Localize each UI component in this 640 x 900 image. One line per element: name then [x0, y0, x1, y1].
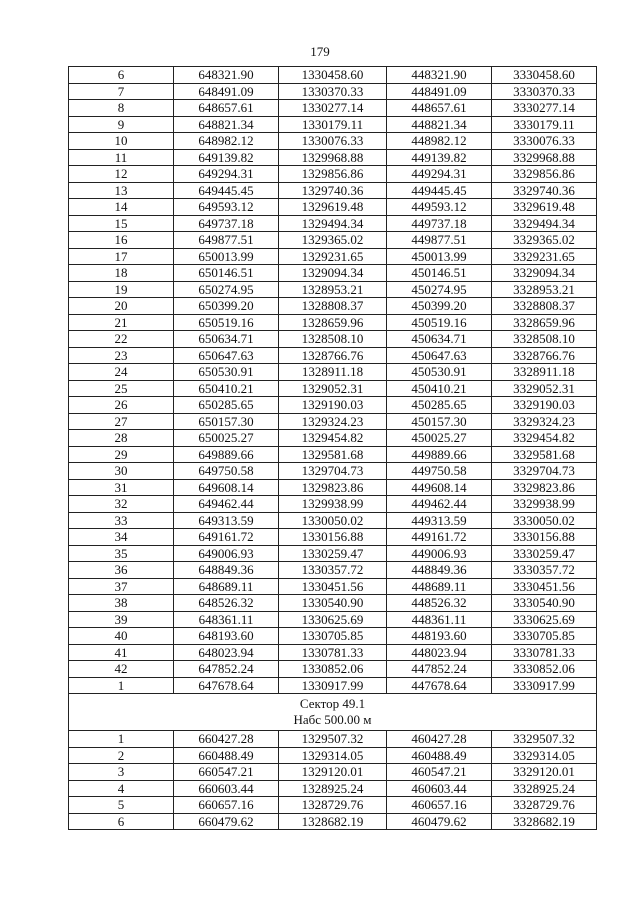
y-local-cell: 1329938.99: [279, 496, 387, 513]
table-row: [69, 677, 597, 694]
point-number-cell: 21: [69, 314, 174, 331]
y-local-cell: 1330852.06: [279, 661, 387, 678]
y-local-cell: 1330540.90: [279, 595, 387, 612]
y-local-cell: 1330705.85: [279, 628, 387, 645]
point-number-cell: 34: [69, 529, 174, 546]
table-row: [69, 232, 597, 249]
coordinates-table-body-bottom: [69, 731, 597, 830]
y-msk-cell: 3330705.85: [492, 628, 597, 645]
x-msk-cell: 449750.58: [387, 463, 492, 480]
section-header-body: [69, 694, 597, 731]
point-number-cell: 32: [69, 496, 174, 513]
section-header-row: [69, 694, 597, 731]
y-msk-cell: 3330259.47: [492, 545, 597, 562]
table-row: [69, 595, 597, 612]
x-msk-cell: 460427.28: [387, 731, 492, 748]
table-row: [69, 149, 597, 166]
x-local-cell: 649139.82: [174, 149, 279, 166]
x-msk-cell: 450157.30: [387, 413, 492, 430]
y-msk-cell: 3329968.88: [492, 149, 597, 166]
x-msk-cell: 450013.99: [387, 248, 492, 265]
table-row: [69, 364, 597, 381]
x-msk-cell: 460479.62: [387, 813, 492, 830]
point-number-cell: 6: [69, 67, 174, 84]
table-row: [69, 166, 597, 183]
y-msk-cell: 3329740.36: [492, 182, 597, 199]
x-local-cell: 650634.71: [174, 331, 279, 348]
x-msk-cell: 448023.94: [387, 644, 492, 661]
x-local-cell: 650519.16: [174, 314, 279, 331]
point-number-cell: 20: [69, 298, 174, 315]
table-row: [69, 182, 597, 199]
x-local-cell: 648023.94: [174, 644, 279, 661]
y-msk-cell: 3329314.05: [492, 747, 597, 764]
y-msk-cell: 3330917.99: [492, 677, 597, 694]
y-msk-cell: 3330050.02: [492, 512, 597, 529]
y-local-cell: 1329314.05: [279, 747, 387, 764]
coordinates-table: [68, 66, 597, 830]
y-local-cell: 1330076.33: [279, 133, 387, 150]
point-number-cell: 6: [69, 813, 174, 830]
x-msk-cell: 450285.65: [387, 397, 492, 414]
point-number-cell: 12: [69, 166, 174, 183]
point-number-cell: 7: [69, 83, 174, 100]
x-msk-cell: 448193.60: [387, 628, 492, 645]
y-local-cell: 1329494.34: [279, 215, 387, 232]
y-msk-cell: 3328682.19: [492, 813, 597, 830]
table-row: [69, 116, 597, 133]
y-local-cell: 1328659.96: [279, 314, 387, 331]
point-number-cell: 9: [69, 116, 174, 133]
y-msk-cell: 3329120.01: [492, 764, 597, 781]
y-msk-cell: 3329365.02: [492, 232, 597, 249]
point-number-cell: 1: [69, 677, 174, 694]
x-local-cell: 650647.63: [174, 347, 279, 364]
x-local-cell: 660479.62: [174, 813, 279, 830]
table-row: [69, 67, 597, 84]
x-msk-cell: 450399.20: [387, 298, 492, 315]
table-row: [69, 298, 597, 315]
x-local-cell: 649593.12: [174, 199, 279, 216]
table-row: [69, 747, 597, 764]
y-local-cell: 1329507.32: [279, 731, 387, 748]
x-local-cell: 648491.09: [174, 83, 279, 100]
point-number-cell: 42: [69, 661, 174, 678]
y-msk-cell: 3329052.31: [492, 380, 597, 397]
point-number-cell: 36: [69, 562, 174, 579]
y-local-cell: 1329120.01: [279, 764, 387, 781]
y-local-cell: 1329823.86: [279, 479, 387, 496]
table-row: [69, 199, 597, 216]
point-number-cell: 16: [69, 232, 174, 249]
y-msk-cell: 3330076.33: [492, 133, 597, 150]
y-local-cell: 1328682.19: [279, 813, 387, 830]
y-local-cell: 1329454.82: [279, 430, 387, 447]
y-local-cell: 1330357.72: [279, 562, 387, 579]
x-msk-cell: 448491.09: [387, 83, 492, 100]
x-msk-cell: 449889.66: [387, 446, 492, 463]
x-msk-cell: 449161.72: [387, 529, 492, 546]
y-msk-cell: 3330370.33: [492, 83, 597, 100]
table-row: [69, 331, 597, 348]
point-number-cell: 40: [69, 628, 174, 645]
x-msk-cell: 449294.31: [387, 166, 492, 183]
x-msk-cell: 450274.95: [387, 281, 492, 298]
x-local-cell: 660657.16: [174, 797, 279, 814]
table-row: [69, 731, 597, 748]
point-number-cell: 35: [69, 545, 174, 562]
x-local-cell: 660547.21: [174, 764, 279, 781]
y-local-cell: 1328808.37: [279, 298, 387, 315]
x-msk-cell: 448321.90: [387, 67, 492, 84]
x-local-cell: 660603.44: [174, 780, 279, 797]
x-local-cell: 650157.30: [174, 413, 279, 430]
table-row: [69, 248, 597, 265]
table-row: [69, 463, 597, 480]
x-local-cell: 648193.60: [174, 628, 279, 645]
x-msk-cell: 450519.16: [387, 314, 492, 331]
x-local-cell: 649313.59: [174, 512, 279, 529]
y-local-cell: 1330451.56: [279, 578, 387, 595]
y-local-cell: 1329231.65: [279, 248, 387, 265]
y-msk-cell: 3328766.76: [492, 347, 597, 364]
x-msk-cell: 449877.51: [387, 232, 492, 249]
y-local-cell: 1328508.10: [279, 331, 387, 348]
x-local-cell: 650410.21: [174, 380, 279, 397]
point-number-cell: 26: [69, 397, 174, 414]
point-number-cell: 5: [69, 797, 174, 814]
x-msk-cell: 449737.18: [387, 215, 492, 232]
table-row: [69, 780, 597, 797]
x-msk-cell: 450647.63: [387, 347, 492, 364]
x-msk-cell: 449462.44: [387, 496, 492, 513]
point-number-cell: 15: [69, 215, 174, 232]
y-msk-cell: 3330357.72: [492, 562, 597, 579]
x-local-cell: 660427.28: [174, 731, 279, 748]
y-msk-cell: 3329823.86: [492, 479, 597, 496]
table-row: [69, 813, 597, 830]
y-msk-cell: 3330458.60: [492, 67, 597, 84]
y-msk-cell: 3328659.96: [492, 314, 597, 331]
page-number: 179: [310, 44, 330, 59]
point-number-cell: 39: [69, 611, 174, 628]
table-row: [69, 545, 597, 562]
x-local-cell: 648361.11: [174, 611, 279, 628]
point-number-cell: 3: [69, 764, 174, 781]
x-local-cell: 648657.61: [174, 100, 279, 117]
table-row: [69, 628, 597, 645]
y-local-cell: 1329365.02: [279, 232, 387, 249]
y-msk-cell: 3329938.99: [492, 496, 597, 513]
table-row: [69, 797, 597, 814]
y-local-cell: 1329190.03: [279, 397, 387, 414]
y-local-cell: 1330050.02: [279, 512, 387, 529]
y-local-cell: 1329619.48: [279, 199, 387, 216]
point-number-cell: 33: [69, 512, 174, 529]
point-number-cell: 31: [69, 479, 174, 496]
point-number-cell: 37: [69, 578, 174, 595]
x-msk-cell: 450410.21: [387, 380, 492, 397]
y-local-cell: 1329052.31: [279, 380, 387, 397]
point-number-cell: 8: [69, 100, 174, 117]
point-number-cell: 13: [69, 182, 174, 199]
y-msk-cell: 3329581.68: [492, 446, 597, 463]
x-local-cell: 649445.45: [174, 182, 279, 199]
point-number-cell: 17: [69, 248, 174, 265]
x-local-cell: 648821.34: [174, 116, 279, 133]
x-msk-cell: 450146.51: [387, 265, 492, 282]
x-local-cell: 648526.32: [174, 595, 279, 612]
x-msk-cell: 460657.16: [387, 797, 492, 814]
x-msk-cell: 449313.59: [387, 512, 492, 529]
x-local-cell: 660488.49: [174, 747, 279, 764]
y-msk-cell: 3328953.21: [492, 281, 597, 298]
y-local-cell: 1328911.18: [279, 364, 387, 381]
section-height: Набс 500.00 м: [293, 712, 372, 727]
table-row: [69, 413, 597, 430]
table-row: [69, 397, 597, 414]
x-local-cell: 648982.12: [174, 133, 279, 150]
point-number-cell: 22: [69, 331, 174, 348]
x-local-cell: 649006.93: [174, 545, 279, 562]
table-row: [69, 215, 597, 232]
y-local-cell: 1329968.88: [279, 149, 387, 166]
point-number-cell: 25: [69, 380, 174, 397]
y-msk-cell: 3329454.82: [492, 430, 597, 447]
point-number-cell: 10: [69, 133, 174, 150]
point-number-cell: 23: [69, 347, 174, 364]
y-local-cell: 1330179.11: [279, 116, 387, 133]
table-row: [69, 347, 597, 364]
y-local-cell: 1330781.33: [279, 644, 387, 661]
x-local-cell: 649877.51: [174, 232, 279, 249]
y-msk-cell: 3329494.34: [492, 215, 597, 232]
table-row: [69, 314, 597, 331]
y-msk-cell: 3329856.86: [492, 166, 597, 183]
table-row: [69, 611, 597, 628]
table-row: [69, 430, 597, 447]
x-msk-cell: 447678.64: [387, 677, 492, 694]
table-row: [69, 100, 597, 117]
x-msk-cell: 450025.27: [387, 430, 492, 447]
y-msk-cell: 3328508.10: [492, 331, 597, 348]
x-local-cell: 647678.64: [174, 677, 279, 694]
x-msk-cell: 448821.34: [387, 116, 492, 133]
x-msk-cell: 448689.11: [387, 578, 492, 595]
x-local-cell: 649889.66: [174, 446, 279, 463]
x-local-cell: 649608.14: [174, 479, 279, 496]
y-msk-cell: 3329619.48: [492, 199, 597, 216]
x-msk-cell: 449608.14: [387, 479, 492, 496]
point-number-cell: 30: [69, 463, 174, 480]
y-msk-cell: 3330852.06: [492, 661, 597, 678]
point-number-cell: 2: [69, 747, 174, 764]
point-number-cell: 14: [69, 199, 174, 216]
y-local-cell: 1329581.68: [279, 446, 387, 463]
y-msk-cell: 3330540.90: [492, 595, 597, 612]
y-msk-cell: 3329704.73: [492, 463, 597, 480]
x-msk-cell: 447852.24: [387, 661, 492, 678]
point-number-cell: 28: [69, 430, 174, 447]
y-local-cell: 1330625.69: [279, 611, 387, 628]
x-msk-cell: 460603.44: [387, 780, 492, 797]
y-local-cell: 1330277.14: [279, 100, 387, 117]
x-msk-cell: 449445.45: [387, 182, 492, 199]
x-local-cell: 649161.72: [174, 529, 279, 546]
x-local-cell: 650274.95: [174, 281, 279, 298]
x-msk-cell: 448849.36: [387, 562, 492, 579]
x-msk-cell: 460547.21: [387, 764, 492, 781]
x-local-cell: 649737.18: [174, 215, 279, 232]
table-row: [69, 446, 597, 463]
x-msk-cell: 448526.32: [387, 595, 492, 612]
table-row: [69, 380, 597, 397]
table-row: [69, 479, 597, 496]
x-msk-cell: 449006.93: [387, 545, 492, 562]
x-local-cell: 650285.65: [174, 397, 279, 414]
y-local-cell: 1329094.34: [279, 265, 387, 282]
table-row: [69, 529, 597, 546]
x-msk-cell: 448982.12: [387, 133, 492, 150]
y-local-cell: 1329324.23: [279, 413, 387, 430]
y-msk-cell: 3329190.03: [492, 397, 597, 414]
point-number-cell: 11: [69, 149, 174, 166]
y-msk-cell: 3330156.88: [492, 529, 597, 546]
table-row: [69, 265, 597, 282]
y-local-cell: 1329740.36: [279, 182, 387, 199]
table-row: [69, 578, 597, 595]
y-msk-cell: 3329507.32: [492, 731, 597, 748]
table-row: [69, 644, 597, 661]
y-msk-cell: 3329094.34: [492, 265, 597, 282]
point-number-cell: 24: [69, 364, 174, 381]
table-row: [69, 512, 597, 529]
section-title: Сектор 49.1: [299, 696, 366, 711]
y-local-cell: 1330458.60: [279, 67, 387, 84]
coordinates-table-body-top: [69, 67, 597, 694]
y-local-cell: 1330917.99: [279, 677, 387, 694]
x-local-cell: 650146.51: [174, 265, 279, 282]
point-number-cell: 4: [69, 780, 174, 797]
table-row: [69, 661, 597, 678]
y-local-cell: 1328953.21: [279, 281, 387, 298]
table-row: [69, 133, 597, 150]
table-row: [69, 562, 597, 579]
y-msk-cell: 3328729.76: [492, 797, 597, 814]
y-msk-cell: 3330179.11: [492, 116, 597, 133]
y-msk-cell: 3329231.65: [492, 248, 597, 265]
point-number-cell: 18: [69, 265, 174, 282]
x-msk-cell: 449593.12: [387, 199, 492, 216]
point-number-cell: 41: [69, 644, 174, 661]
x-msk-cell: 449139.82: [387, 149, 492, 166]
x-local-cell: 650025.27: [174, 430, 279, 447]
y-msk-cell: 3330625.69: [492, 611, 597, 628]
y-local-cell: 1330156.88: [279, 529, 387, 546]
x-msk-cell: 450530.91: [387, 364, 492, 381]
y-msk-cell: 3330781.33: [492, 644, 597, 661]
y-local-cell: 1328766.76: [279, 347, 387, 364]
x-local-cell: 649294.31: [174, 166, 279, 183]
point-number-cell: 29: [69, 446, 174, 463]
y-local-cell: 1330370.33: [279, 83, 387, 100]
x-local-cell: 647852.24: [174, 661, 279, 678]
table-row: [69, 764, 597, 781]
y-local-cell: 1329856.86: [279, 166, 387, 183]
y-msk-cell: 3330451.56: [492, 578, 597, 595]
point-number-cell: 1: [69, 731, 174, 748]
point-number-cell: 19: [69, 281, 174, 298]
x-msk-cell: 448361.11: [387, 611, 492, 628]
x-local-cell: 648849.36: [174, 562, 279, 579]
x-msk-cell: 448657.61: [387, 100, 492, 117]
x-local-cell: 649462.44: [174, 496, 279, 513]
y-msk-cell: 3330277.14: [492, 100, 597, 117]
x-local-cell: 650530.91: [174, 364, 279, 381]
y-msk-cell: 3329324.23: [492, 413, 597, 430]
table-row: [69, 83, 597, 100]
x-local-cell: 650399.20: [174, 298, 279, 315]
x-local-cell: 649750.58: [174, 463, 279, 480]
y-msk-cell: 3328808.37: [492, 298, 597, 315]
y-msk-cell: 3328925.24: [492, 780, 597, 797]
x-local-cell: 650013.99: [174, 248, 279, 265]
section-header-cell: [69, 694, 597, 731]
y-local-cell: 1329704.73: [279, 463, 387, 480]
x-msk-cell: 450634.71: [387, 331, 492, 348]
table-row: [69, 281, 597, 298]
y-local-cell: 1328729.76: [279, 797, 387, 814]
y-local-cell: 1328925.24: [279, 780, 387, 797]
x-local-cell: 648689.11: [174, 578, 279, 595]
x-msk-cell: 460488.49: [387, 747, 492, 764]
table-row: [69, 496, 597, 513]
point-number-cell: 27: [69, 413, 174, 430]
y-local-cell: 1330259.47: [279, 545, 387, 562]
y-msk-cell: 3328911.18: [492, 364, 597, 381]
x-local-cell: 648321.90: [174, 67, 279, 84]
point-number-cell: 38: [69, 595, 174, 612]
